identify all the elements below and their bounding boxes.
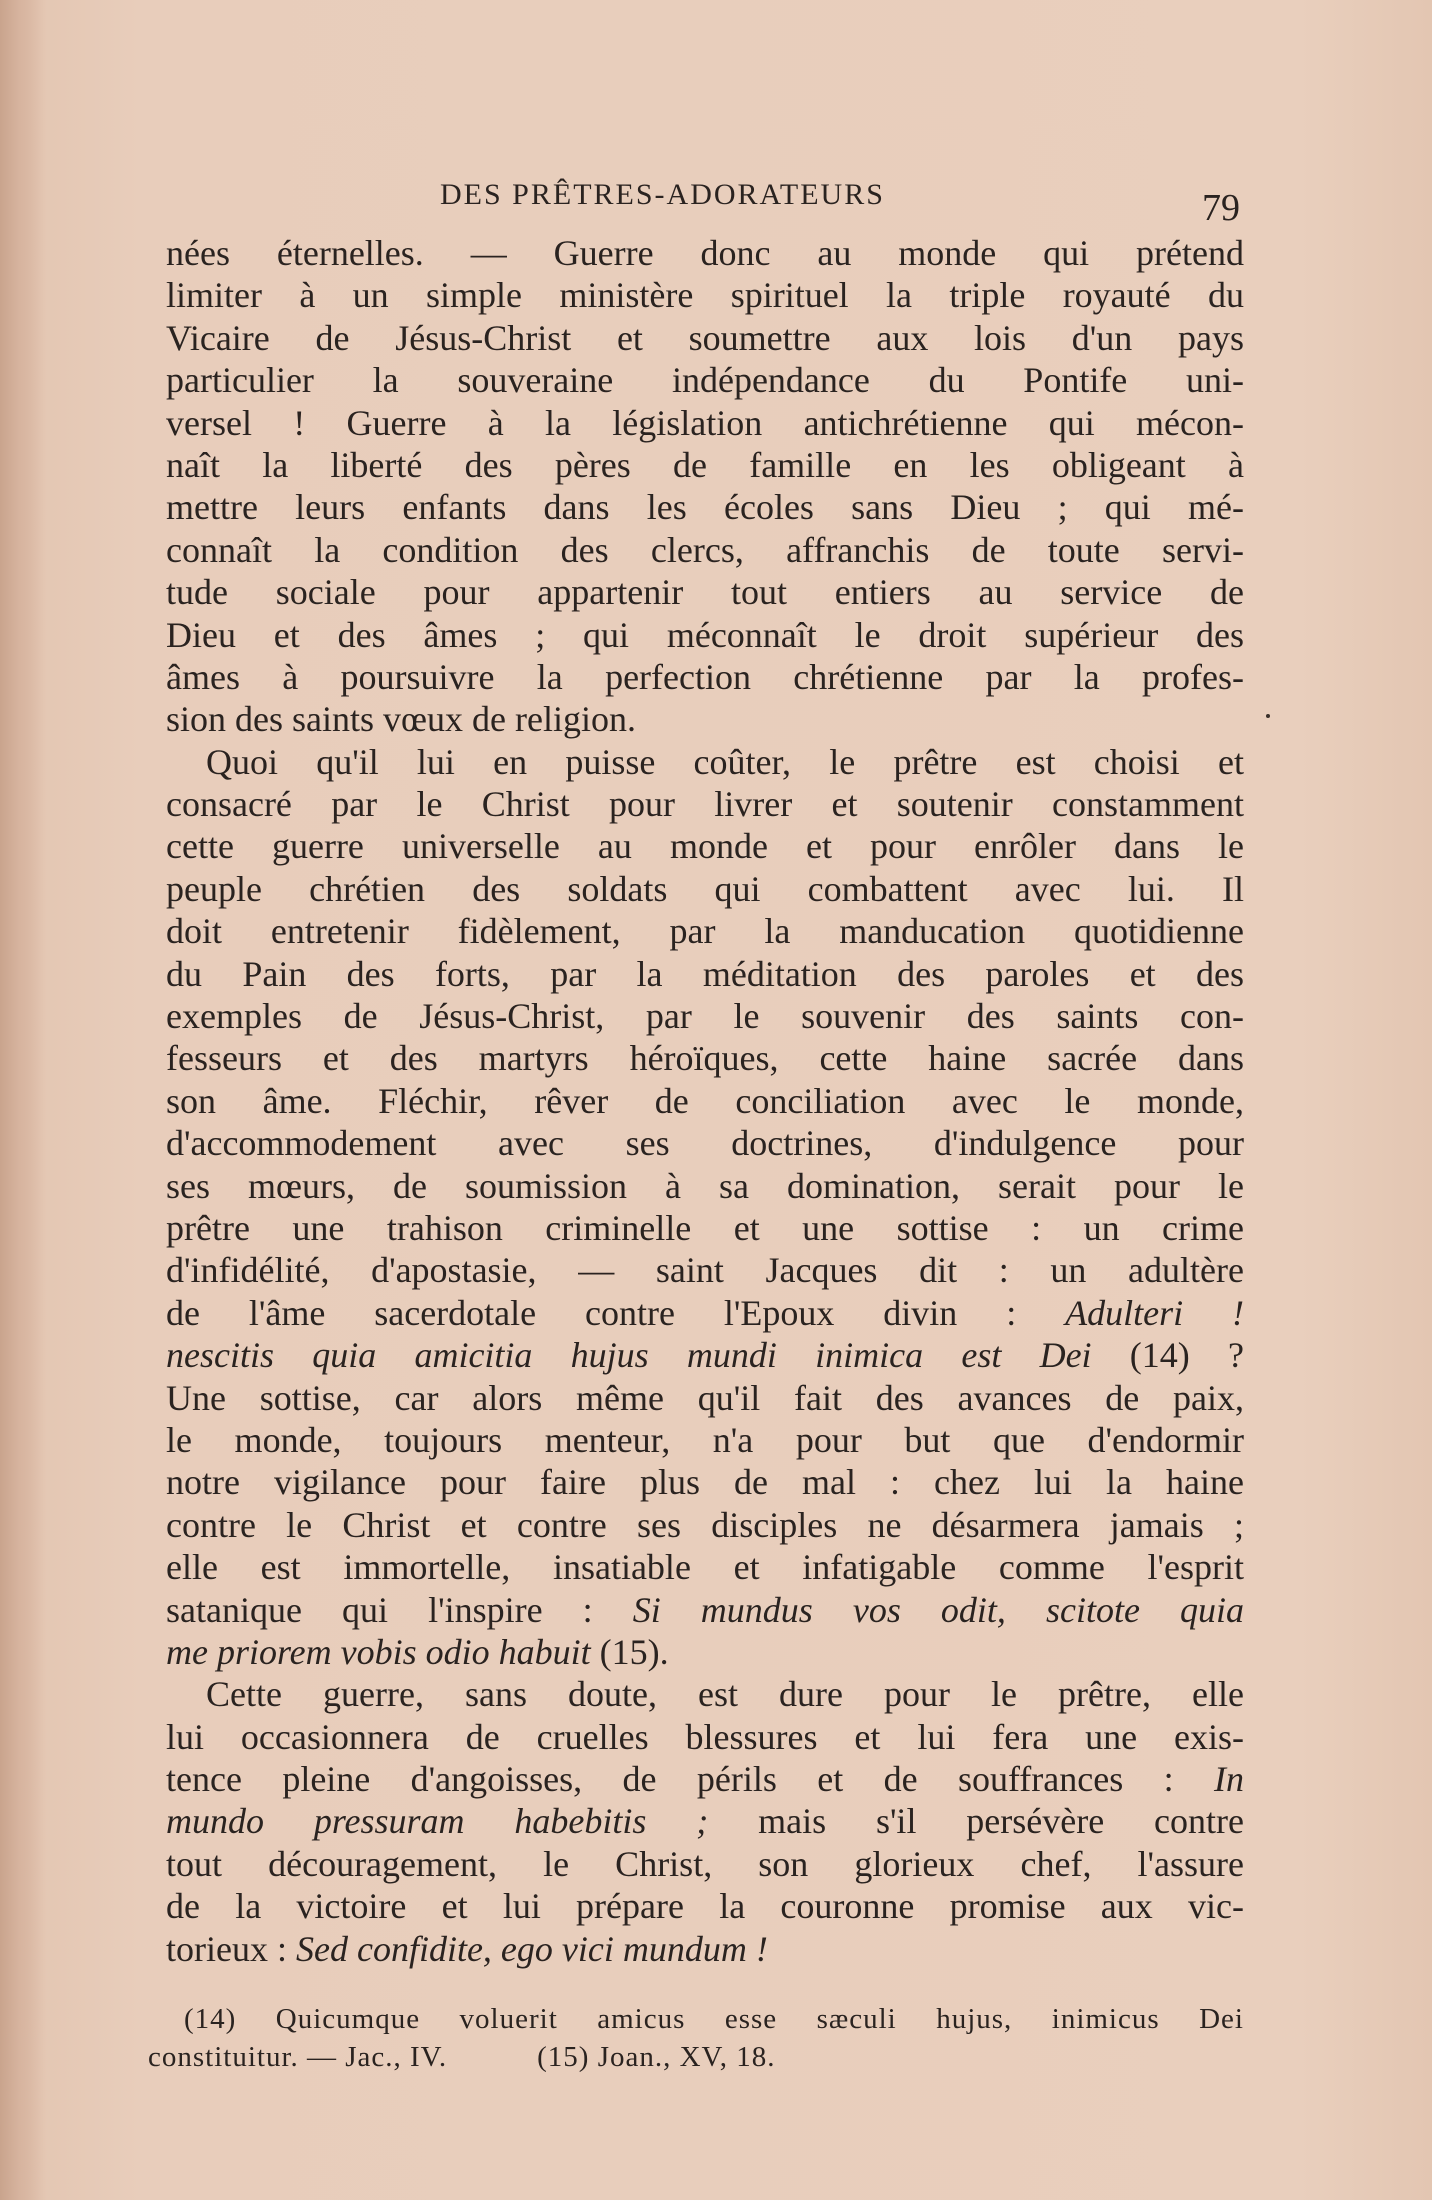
latin-quote: In: [1214, 1759, 1244, 1800]
text-line: peuple chrétien des soldats qui combattent avec lui. Il: [166, 868, 1244, 909]
running-head: DES PRÊTRES-ADORATEURS: [440, 178, 885, 211]
text-line: naît la liberté des pères de famille en les obligeant à: [166, 444, 1244, 485]
latin-quote: Si mundus vos odit, scitote quia: [632, 1589, 1244, 1630]
text-line: elle est immortelle, insatiable et infatigable comme l'esprit: [166, 1547, 1244, 1588]
text-span: tence pleine d'angoisses, de périls et de souffrances :: [166, 1759, 1174, 1800]
text-line: tout découragement, le Christ, son glorieux chef, l'assure: [166, 1843, 1244, 1884]
text-line: tude sociale pour appartenir tout entiers au service de: [166, 572, 1244, 613]
text-line: connaît la condition des clercs, affranchis de toute servi-: [166, 529, 1244, 570]
latin-quote: me priorem vobis odio habuit: [166, 1631, 591, 1672]
text-line: [166, 1928, 1244, 1970]
text-span: torieux :: [166, 1928, 287, 1969]
footnote-ref: (14) ?: [1129, 1335, 1244, 1376]
text-line: son âme. Fléchir, rêver de conciliation avec le monde,: [166, 1080, 1244, 1121]
text-line: doit entretenir fidèlement, par la manducation quotidienne: [166, 911, 1244, 952]
text-line: consacré par le Christ pour livrer et soutenir constamment: [166, 784, 1244, 825]
text-line: [166, 1589, 1244, 1631]
text-line: notre vigilance pour faire plus de mal : chez lui la haine: [166, 1462, 1244, 1503]
ink-speck: [1266, 714, 1270, 718]
footnote-15: (15) Joan., XV, 18.: [537, 2041, 776, 2073]
text-line: Cette guerre, sans doute, est dure pour le prêtre, elle: [206, 1674, 1244, 1715]
text-line: [166, 1631, 1244, 1673]
text-line: Une sottise, car alors même qu'il fait des avances de paix,: [166, 1377, 1244, 1418]
footnotes: [148, 2000, 1244, 2076]
text-line: de la victoire et lui prépare la couronne promise aux vic-: [166, 1886, 1244, 1927]
text-line: [166, 1800, 1244, 1842]
footnote-ref: (15).: [599, 1631, 669, 1672]
text-line: le monde, toujours menteur, n'a pour but que d'endormir: [166, 1419, 1244, 1460]
text-line: mettre leurs enfants dans les écoles sans Dieu ; qui mé-: [166, 487, 1244, 528]
text-line: versel ! Guerre à la législation antichrétienne qui mécon-: [166, 402, 1244, 443]
footnote-14: (14) Quicumque voluerit amicus esse sæculi hujus, inimicus Dei: [184, 2003, 1244, 2035]
text-line: ses mœurs, de soumission à sa domination, serait pour le: [166, 1165, 1244, 1206]
footnote-line: [148, 2038, 1244, 2076]
text-line: Vicaire de Jésus-Christ et soumettre aux lois d'un pays: [166, 317, 1244, 358]
text-line: [166, 1758, 1244, 1800]
text-line: sion des saints vœux de religion.: [166, 699, 636, 740]
footnote-14-source: constituitur. — Jac., IV.: [148, 2041, 448, 2073]
text-span: mais s'il persévère contre: [758, 1801, 1244, 1842]
text-line: Quoi qu'il lui en puisse coûter, le prêtre est choisi et: [206, 741, 1244, 782]
text-line: particulier la souveraine indépendance du Pontife uni-: [166, 360, 1244, 401]
latin-quote: mundo pressuram habebitis ;: [166, 1801, 709, 1842]
text-line: contre le Christ et contre ses disciples ne désarmera jamais ;: [166, 1504, 1244, 1545]
text-line: d'infidélité, d'apostasie, — saint Jacques dit : un adultère: [166, 1250, 1244, 1291]
text-line: cette guerre universelle au monde et pour enrôler dans le: [166, 826, 1244, 867]
text-line: Dieu et des âmes ; qui méconnaît le droit supérieur des: [166, 614, 1244, 655]
text-span: satanique qui l'inspire :: [166, 1589, 593, 1630]
text-line: exemples de Jésus-Christ, par le souvenir des saints con-: [166, 996, 1244, 1037]
text-line: du Pain des forts, par la méditation des paroles et des: [166, 953, 1244, 994]
text-line: âmes à poursuivre la perfection chrétienne par la profes-: [166, 656, 1244, 697]
text-line: [166, 1334, 1244, 1376]
text-line: limiter à un simple ministère spirituel la triple royauté du: [166, 275, 1244, 316]
latin-quote: nescitis quia amicitia hujus mundi inimica est Dei: [166, 1335, 1092, 1376]
text-line: prêtre une trahison criminelle et une sottise : un crime: [166, 1207, 1244, 1248]
text-line: fesseurs et des martyrs héroïques, cette haine sacrée dans: [166, 1038, 1244, 1079]
latin-quote: Sed confidite, ego vici mundum !: [295, 1928, 768, 1969]
page-binding-shadow: [0, 0, 46, 2200]
latin-quote: Adulteri !: [1065, 1292, 1244, 1333]
body-text: [166, 232, 1244, 1970]
page-number: 79: [1202, 187, 1240, 229]
text-line: lui occasionnera de cruelles blessures et lui fera une exis-: [166, 1716, 1244, 1757]
text-span: de l'âme sacerdotale contre l'Epoux divin :: [166, 1292, 1017, 1333]
text-line: [166, 1292, 1244, 1334]
text-line: d'accommodement avec ses doctrines, d'indulgence pour: [166, 1123, 1244, 1164]
text-line: nées éternelles. — Guerre donc au monde qui prétend: [166, 233, 1244, 273]
